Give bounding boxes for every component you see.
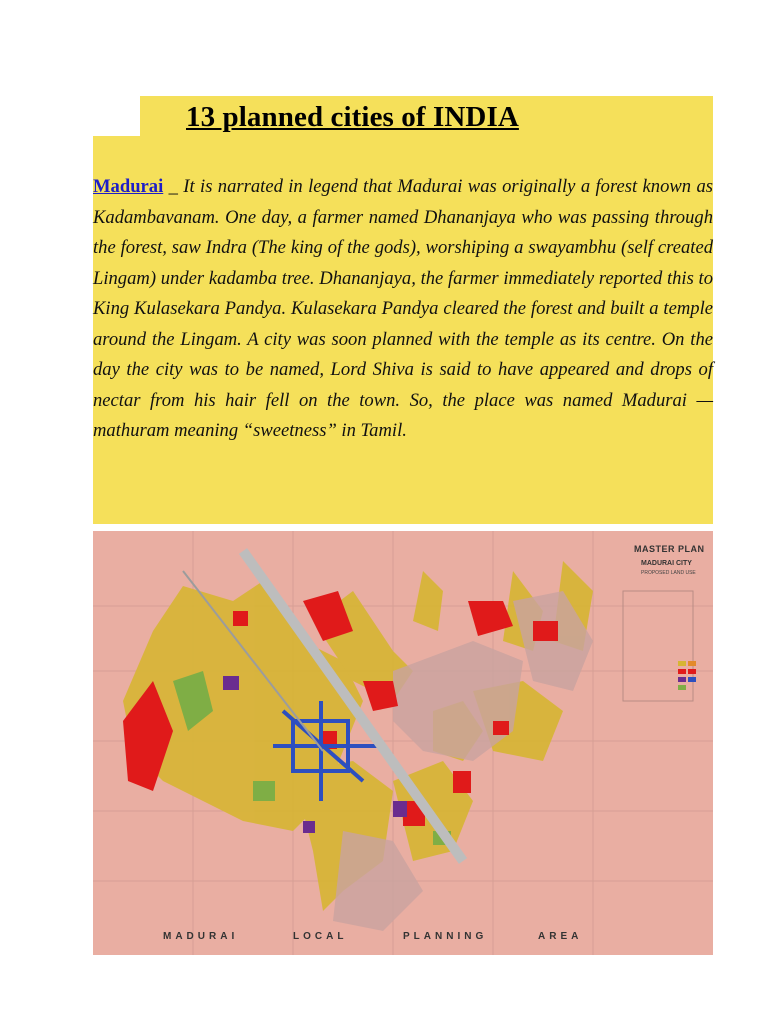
paragraph-text: It is narrated in legend that Madurai was originally a forest known as Kadambavanam. One day, a farmer named Dhananjaya who was passing through the forest, saw Indra (The king of the gods), worshiping a swayambhu (self created Lingam) under kadamba tree. Dhananjaya, the farmer immediately reported this to King Kulasekara Pandya. Kulasekara Pandya cleared the forest and built a temple around the Lingam. A city was soon planned with the temple as its centre. On the day the city was to be named, Lord Shiva is said to have appeared and drops of nectar from his hair fell on the town. So, the place was named Madurai — mathuram meaning “sweetness” in Tamil.	[93, 176, 713, 441]
map-subtitle-small: PROPOSED LAND USE	[641, 570, 696, 576]
paragraph	[93, 172, 713, 447]
madurai-link[interactable]: Madurai	[93, 176, 164, 197]
page-title: 13 planned cities of INDIA	[186, 101, 519, 133]
bottom-label-1: MADURAI	[163, 931, 239, 942]
bottom-label-3: PLANNING	[403, 931, 488, 942]
master-plan-map	[93, 531, 713, 955]
map-drawing	[93, 531, 713, 955]
separator: _	[168, 176, 178, 197]
map-subtitle: MADURAI CITY	[641, 560, 692, 567]
map-title: MASTER PLAN	[634, 544, 705, 554]
bottom-label-2: LOCAL	[293, 931, 348, 942]
bottom-label-4: AREA	[538, 931, 583, 942]
